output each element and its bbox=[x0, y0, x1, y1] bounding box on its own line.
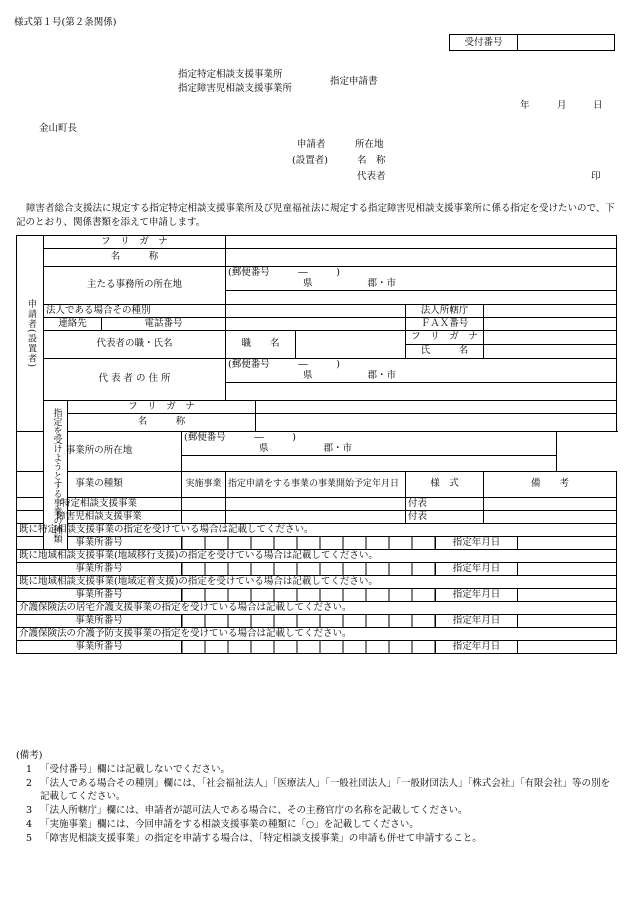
service-row-1-remarks[interactable] bbox=[484, 498, 617, 511]
prior-designation-4-note: 介護保険法の居宅介護支援事業の指定を受けている場合は記載してください。 bbox=[17, 602, 617, 615]
addressee: 金山町長 bbox=[39, 123, 78, 134]
note-number: 1 bbox=[25, 763, 32, 775]
corp-type-field[interactable] bbox=[226, 305, 406, 318]
application-table bbox=[16, 235, 617, 654]
furigana-label: フ リ ガ ナ bbox=[44, 236, 226, 249]
date-month: 月 bbox=[557, 100, 567, 111]
service-row-1-start-date[interactable] bbox=[226, 498, 406, 511]
job-title-label: 職 名 bbox=[226, 331, 296, 359]
prior-3-date-label: 指定年月日 bbox=[436, 589, 518, 602]
main-office-address-field[interactable] bbox=[226, 267, 617, 291]
rep-postal-label: (郵便番号 ― ) bbox=[228, 359, 340, 371]
note-item bbox=[16, 763, 616, 777]
city-label: 郡・市 bbox=[367, 277, 397, 289]
name-field[interactable] bbox=[226, 249, 617, 267]
business-furigana-label: フ リ ガ ナ bbox=[68, 401, 256, 414]
note-number: 2 bbox=[25, 777, 32, 789]
intro-text: 障害者総合支援法に規定する指定特定相談支援事業所及び児童福祉法に規定する指定障害児相談支援事業所に係る指定を受けたいので、下記のとおり、関係書類を添えて申請します。 bbox=[16, 203, 615, 228]
format-label: 様 式 bbox=[406, 472, 484, 498]
remarks-label: 備 考 bbox=[484, 472, 617, 498]
prior-5-office-no-label: 事業所番号 bbox=[17, 641, 182, 654]
prior-4-office-no-field[interactable] bbox=[182, 615, 436, 628]
office-address-field[interactable] bbox=[182, 432, 557, 456]
applicant-section-label: 申請者(設置者) bbox=[17, 236, 44, 432]
prior-2-date-field[interactable] bbox=[518, 563, 617, 576]
note-text: 「受付番号」欄には記載しないでください。 bbox=[40, 763, 231, 775]
name-label: 名 称 bbox=[357, 155, 386, 166]
corp-type-label: 法人である場合その種別 bbox=[44, 305, 226, 318]
receipt-number-label: 受付番号 bbox=[450, 35, 518, 50]
prior-4-office-no-label: 事業所番号 bbox=[17, 615, 182, 628]
rep-full-name-label: 氏 名 bbox=[406, 345, 484, 359]
note-text: 「障害児相談支援事業」の指定を申請する場合は、「特定相談支援事業」の申請も併せて申請すること。 bbox=[40, 832, 482, 844]
form-number: 様式第１号(第２条関係) bbox=[14, 17, 117, 28]
service-row-1-label: 特定相談支援事業 bbox=[17, 498, 182, 511]
start-date-label: 指定申請をする事業の事業開始予定年月日 bbox=[226, 472, 406, 498]
note-number: 5 bbox=[25, 832, 32, 844]
service-row-2-format: 付表 bbox=[406, 511, 484, 524]
business-section-label: 指定を受けようとする事業の種類 bbox=[44, 401, 68, 550]
prior-1-date-label: 指定年月日 bbox=[436, 537, 518, 550]
note-text: 「法人である場合その種別」欄には、「社会福祉法人」「医療法人」「一般社団法人」「一般財団法人」「株式会社」「有限会社」等の別を記載してください。 bbox=[40, 777, 611, 803]
office-city-label: 郡・市 bbox=[323, 442, 353, 454]
fax-label: ＦＡＸ番号 bbox=[406, 318, 484, 331]
postal-label: (郵便番号 ― ) bbox=[228, 267, 340, 279]
office-address-label: 事業所の所在地 bbox=[17, 432, 182, 472]
prior-1-office-no-field[interactable] bbox=[182, 537, 436, 550]
title-line-1: 指定特定相談支援事業所 bbox=[178, 69, 283, 80]
address-label: 所在地 bbox=[355, 139, 384, 150]
fax-field[interactable] bbox=[484, 318, 617, 331]
date-day: 日 bbox=[593, 100, 603, 111]
note-text: 「法人所轄庁」欄には、申請者が認可法人である場合に、その主務官庁の名称を記載してください。 bbox=[40, 805, 468, 817]
service-row-2-implementation[interactable] bbox=[182, 511, 226, 524]
receipt-number-field[interactable] bbox=[518, 35, 614, 50]
representative-label: 代表者 bbox=[357, 171, 386, 182]
main-office-address-line2[interactable] bbox=[226, 291, 617, 305]
service-row-1-format: 付表 bbox=[406, 498, 484, 511]
job-title-field[interactable] bbox=[296, 331, 406, 359]
prior-1-office-no-label: 事業所番号 bbox=[17, 537, 182, 550]
note-text: 「実施事業」欄には、今回申請をする相談支援事業の種類に「○」を記載してください。 bbox=[40, 818, 419, 830]
prior-4-date-label: 指定年月日 bbox=[436, 615, 518, 628]
phone-field[interactable] bbox=[226, 318, 406, 331]
service-row-2-start-date[interactable] bbox=[226, 511, 406, 524]
name-row-label: 名 称 bbox=[44, 249, 226, 267]
receipt-number-box bbox=[449, 34, 615, 51]
business-name-field[interactable] bbox=[256, 414, 617, 432]
prior-5-date-field[interactable] bbox=[518, 641, 617, 654]
rep-furigana-field[interactable] bbox=[484, 331, 617, 345]
note-item bbox=[16, 818, 616, 832]
rep-address-field[interactable] bbox=[226, 359, 617, 383]
note-item bbox=[16, 804, 616, 818]
prior-3-office-no-label: 事業所番号 bbox=[17, 589, 182, 602]
rep-city-label: 郡・市 bbox=[367, 369, 397, 381]
prior-designation-1-note: 既に特定相談支援事業の指定を受けている場合は記載してください。 bbox=[17, 524, 617, 537]
service-row-2-remarks[interactable] bbox=[484, 511, 617, 524]
main-office-label: 主たる事務所の所在地 bbox=[44, 267, 226, 305]
implementation-label: 実施事業 bbox=[182, 472, 226, 498]
remarks-notes bbox=[16, 749, 616, 845]
applicant-sub-label: (設置者) bbox=[292, 155, 328, 166]
prior-3-office-no-field[interactable] bbox=[182, 589, 436, 602]
service-row-2-label: 障害児相談支援事業 bbox=[17, 511, 182, 524]
rep-furigana-label: フ リ ガ ナ bbox=[406, 331, 484, 345]
note-item bbox=[16, 777, 616, 805]
rep-title-name-label: 代表者の職・氏名 bbox=[44, 331, 226, 359]
office-postal-label: (郵便番号 ― ) bbox=[184, 432, 296, 444]
prior-2-date-label: 指定年月日 bbox=[436, 563, 518, 576]
prior-designation-3-note: 既に地域相談支援事業(地域定着支援)の指定を受けている場合は記載してください。 bbox=[17, 576, 617, 589]
prior-designation-5-note: 介護保険法の介護予防支援事業の指定を受けている場合は記載してください。 bbox=[17, 628, 617, 641]
notes-heading: (備考) bbox=[16, 750, 43, 761]
service-row-1-implementation[interactable] bbox=[182, 498, 226, 511]
furigana-field[interactable] bbox=[226, 236, 617, 249]
note-number: 3 bbox=[25, 805, 32, 817]
rep-address-line2[interactable] bbox=[226, 383, 617, 401]
prior-designation-2-note: 既に地域相談支援事業(地域移行支援)の指定を受けている場合は記載してください。 bbox=[17, 550, 617, 563]
prior-3-date-field[interactable] bbox=[518, 589, 617, 602]
prior-4-date-field[interactable] bbox=[518, 615, 617, 628]
office-address-line2[interactable] bbox=[182, 456, 557, 472]
seal-mark: 印 bbox=[591, 171, 601, 182]
prior-5-office-no-field[interactable] bbox=[182, 641, 436, 654]
rep-prefecture-label: 県 bbox=[303, 369, 313, 381]
title-line-2: 指定障害児相談支援事業所 bbox=[178, 83, 293, 94]
prior-5-date-label: 指定年月日 bbox=[436, 641, 518, 654]
contact-label: 連絡先 bbox=[44, 318, 102, 331]
note-number: 4 bbox=[25, 818, 32, 830]
office-prefecture-label: 県 bbox=[259, 442, 269, 454]
prior-2-office-no-field[interactable] bbox=[182, 563, 436, 576]
rep-address-label: 代 表 者 の 住 所 bbox=[44, 359, 226, 401]
prior-1-date-field[interactable] bbox=[518, 537, 617, 550]
corp-office-field[interactable] bbox=[484, 305, 617, 318]
title-suffix: 指定申請書 bbox=[330, 76, 378, 87]
applicant-label: 申請者 bbox=[297, 139, 326, 150]
note-item bbox=[16, 832, 616, 846]
business-furigana-field[interactable] bbox=[256, 401, 617, 414]
business-name-label: 名 称 bbox=[68, 414, 256, 432]
corp-office-label: 法人所轄庁 bbox=[406, 305, 484, 318]
date-year: 年 bbox=[520, 100, 530, 111]
prefecture-label: 県 bbox=[303, 277, 313, 289]
phone-label: 電話番号 bbox=[102, 318, 226, 331]
prior-2-office-no-label: 事業所番号 bbox=[17, 563, 182, 576]
rep-full-name-field[interactable] bbox=[484, 345, 617, 359]
business-type-label: 事業の種類 bbox=[17, 472, 182, 498]
